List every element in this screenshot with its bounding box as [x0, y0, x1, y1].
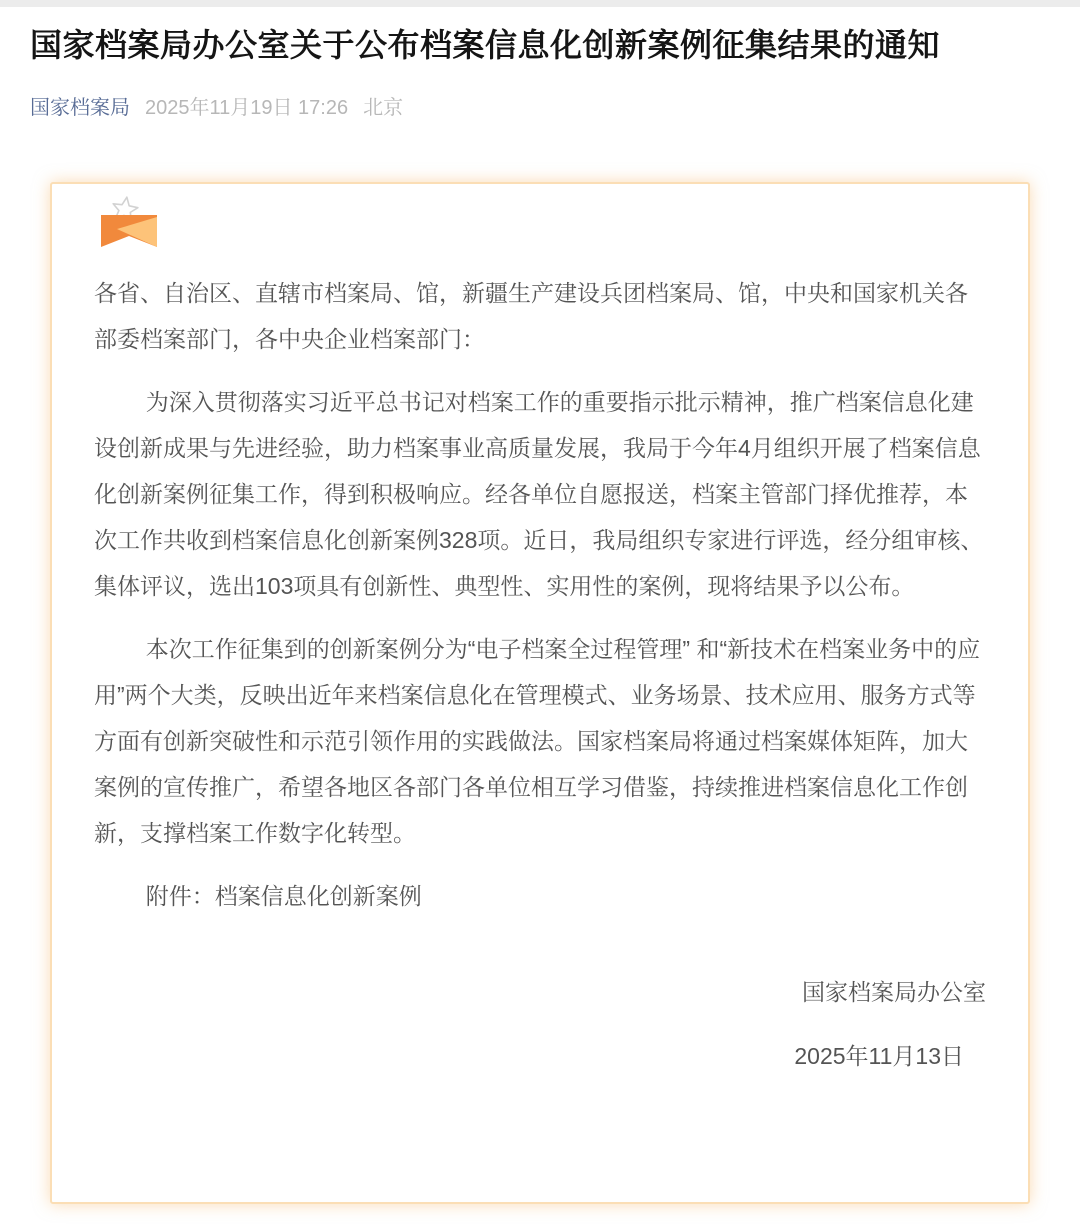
bookmark-star-icon	[98, 196, 162, 258]
publish-location: 北京	[363, 97, 404, 119]
notice-card	[50, 182, 1030, 1204]
body-paragraph-1: 为深入贯彻落实习近平总书记对档案工作的重要指示批示精神，推广档案信息化建设创新成果与先进经验，助力档案事业高质量发展，我局于今年4月组织开展了档案信息化创新案例征集工作，得到积极响应。经各单位自愿报送，档案主管部门择优推荐，本次工作共收到档案信息化创新案例328项。近日，我局组织专家进行评选，经分组审核、集体评议，选出103项具有创新性、典型性、实用性的案例，现将结果予以公布。	[94, 389, 984, 599]
publish-timestamp: 2025年11月19日 17:26	[145, 97, 349, 119]
page-title: 国家档案局办公室关于公布档案信息化创新案例征集结果的通知	[30, 27, 941, 63]
account-name-link[interactable]: 国家档案局	[30, 97, 130, 119]
top-divider-strip	[0, 0, 1080, 7]
sign-date: 2025年11月13日	[794, 1043, 964, 1069]
attachment-line: 附件：档案信息化创新案例	[145, 883, 422, 909]
signer-name: 国家档案局办公室	[802, 979, 986, 1005]
byline	[30, 91, 1050, 120]
body-paragraph-2: 本次工作征集到的创新案例分为“电子档案全过程管理” 和“新技术在档案业务中的应用”两个大类，反映出近年来档案信息化在管理模式、业务场景、技术应用、服务方式等方面有创新突破性和示范引领作用的实践做法。国家档案局将通过档案媒体矩阵，加大案例的宣传推广，希望各地区各部门各单位相互学习借鉴，持续推进档案信息化工作创新，支撑档案工作数字化转型。	[94, 636, 981, 846]
salutation-paragraph: 各省、自治区、直辖市档案局、馆，新疆生产建设兵团档案局、馆，中央和国家机关各部委档案部门，各中央企业档案部门：	[94, 280, 968, 352]
